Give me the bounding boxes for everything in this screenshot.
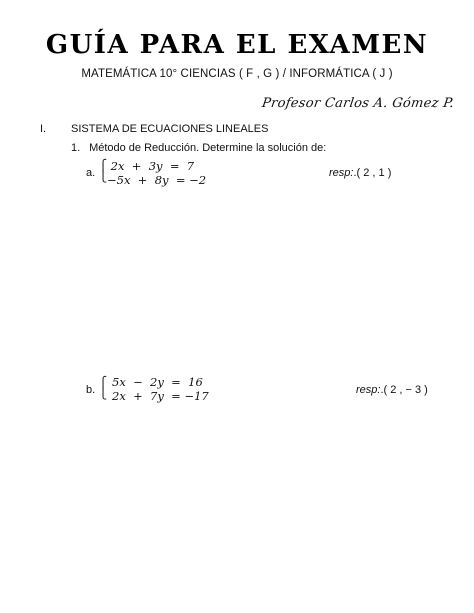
exercise-a-resp-value: .( 2 , 1 ) [353, 167, 392, 179]
exercise-a-equation-1: 2x + 3y = 7 [107, 159, 195, 173]
exercise-b-resp-value: .( 2 , − 3 ) [380, 384, 428, 396]
course-subtitle: MATEMÁTICA 10° CIENCIAS ( F , G ) / INFORMÁTICA ( J ) [81, 68, 393, 80]
section-title: SISTEMA DE ECUACIONES LINEALES [71, 123, 269, 135]
teacher-signature: Profesor Carlos A. Gómez P. [260, 96, 456, 111]
exercise-b-answer [356, 384, 428, 396]
exercise-b-label: b. [86, 384, 96, 396]
section-number: I. [40, 123, 47, 135]
exercise-b-equation-1: 5x − 2y = 16 [112, 375, 203, 389]
item-text: Método de Reducción. Determine la solución de: [89, 142, 327, 154]
exercise-a-brace: ⎧ ⎩ [99, 159, 108, 183]
exercise-a-label: a. [86, 167, 96, 179]
exercise-a-answer [329, 167, 391, 179]
exercise-b-resp-label: resp: [356, 384, 381, 396]
item-number: 1. [71, 142, 81, 154]
exercise-a-equation-2: −5x + 8y = −2 [107, 173, 207, 187]
page-title: GUÍA PARA EL EXAMEN [45, 30, 429, 60]
exercise-a-resp-label: resp: [329, 167, 354, 179]
exercise-b-brace: ⎧ ⎩ [99, 376, 108, 400]
exercise-b-equation-2: 2x + 7y = −17 [112, 389, 209, 403]
item-instruction [71, 142, 326, 154]
